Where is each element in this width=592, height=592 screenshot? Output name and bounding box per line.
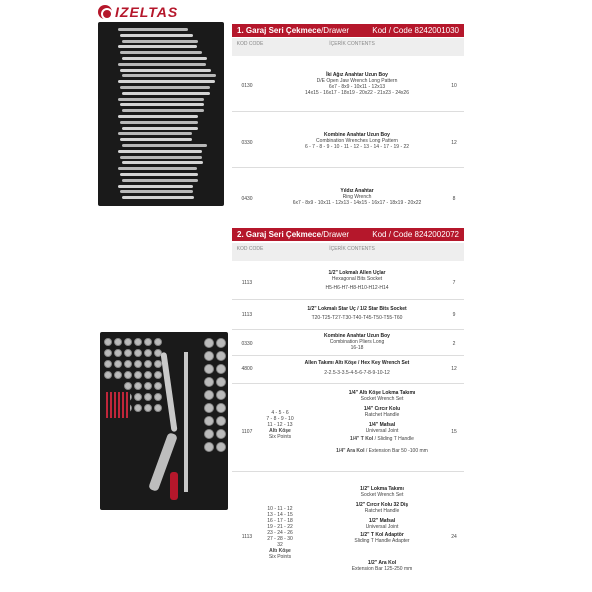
wrench-icon (120, 86, 210, 89)
wrench-icon (122, 40, 198, 43)
table-row: 4800 Allen Takımı Altı Köşe / Hex Key Wrench Set 2-2.5-3-3.5-4-5-6-7-8-9-10-12 12 (232, 356, 464, 384)
wrench-icon (118, 98, 204, 101)
table-row: 0330 Kombine Anahtar Uzun Boy Combination Pliers Long 16-18 2 (232, 330, 464, 356)
wrench-icon (120, 156, 202, 159)
wrench-icon (122, 161, 203, 164)
socket-icon (154, 371, 162, 379)
socket-icon (204, 442, 214, 452)
wrench-icon (120, 173, 198, 176)
wrench-icon (122, 57, 207, 60)
wrench-icon (122, 196, 194, 199)
wrench-icon (122, 92, 210, 95)
wrench-icon (118, 28, 188, 31)
handle-icon (170, 472, 178, 500)
socket-icon (134, 338, 142, 346)
table-row-set-1: 1107 4 - 5 - 6 7 - 8 - 9 - 10 11 - 12 - 13 Altı Köşe Six Points 1/4" Altı Köşe Lokma Takımı Socket Wrench Set 1/4" Cırcır Kolu Ratchet Handle 1/4" Mafsal Universal Joint 1/4" T Kol / Sliding T Handle 1/4" Ara Kol / Extension Bar 50 -100 mm 15 (232, 384, 464, 472)
wrench-icon (120, 121, 198, 124)
wrench-icon (120, 103, 204, 106)
table-row: 1113 1/2" Lokmalı Star Uç / 1/2 Star Bits Socket T20-T25-T27-T30-T40-T45-T50-T55-T60 9 (232, 300, 464, 330)
table-row: 1113 1/2" Lokmalı Allen Uçlar Hexagonal Bits Socket H5-H6-H7-H8-H10-H12-H14 7 (232, 264, 464, 300)
section-1-header: 1. Garaj Seri Çekmece/Drawer Kod / Code 8242001030 (232, 24, 464, 37)
socket-icon (144, 382, 152, 390)
socket-icon (114, 338, 122, 346)
table-row: 0330 Kombine Anahtar Uzun Boy Combination Wrenches Long Pattern 6 - 7 - 8 - 9 - 10 - 11 - 12 - 13 - 14 - 17 - 19 - 22 12 (232, 112, 464, 168)
wrench-icon (120, 34, 193, 37)
table-row-set-2: 1113 10 - 11 - 12 13 - 14 - 15 16 - 17 - 18 19 - 21 - 22 23 - 24 - 26 27 - 28 - 30 32 Altı Köşe Six Points 1/2" Lokma Takımı Socket Wrench Set 1/2" Cırcır Kolu 32 Diş Ratchet Handle 1/2" Mafsal Universal Joint 1/2" T Kol Adaptör Sliding T Handle Adapter 1/2" Ara Kol Extension Bar 125-250 mm 24 (241, 486, 457, 572)
wrench-icon (118, 115, 198, 118)
socket-icon (144, 360, 152, 368)
wrench-icon (120, 51, 202, 54)
socket-icon (124, 360, 132, 368)
socket-icon (134, 349, 142, 357)
wrench-icon (120, 138, 192, 141)
socket-icon (204, 351, 214, 361)
socket-icon (104, 338, 112, 346)
socket-icon (216, 403, 226, 413)
section-1-code: Kod / Code 8242001030 (372, 26, 459, 35)
socket-icon (204, 377, 214, 387)
socket-icon (204, 338, 214, 348)
socket-icon (104, 349, 112, 357)
socket-icon (144, 349, 152, 357)
socket-icon (204, 390, 214, 400)
extension-bar-icon (184, 352, 188, 492)
wrench-icon (118, 63, 206, 66)
socket-icon (134, 393, 142, 401)
socket-icon (124, 338, 132, 346)
socket-icon (204, 364, 214, 374)
wrench-icon (118, 150, 202, 153)
socket-icon (114, 371, 122, 379)
wrench-icon (120, 190, 193, 193)
wrench-icon (122, 109, 204, 112)
socket-icon (216, 442, 226, 452)
socket-icon (216, 390, 226, 400)
wrench-icon (122, 127, 198, 130)
socket-icon (114, 349, 122, 357)
socket-icon (154, 382, 162, 390)
section-2-code: Kod / Code 8242002072 (372, 230, 459, 239)
wrench-icon (122, 144, 207, 147)
wrench-icon (118, 167, 197, 170)
socket-icon (154, 338, 162, 346)
socket-icon (134, 382, 142, 390)
drawer-1-image (98, 22, 224, 206)
socket-icon (216, 429, 226, 439)
socket-icon (204, 403, 214, 413)
socket-icon (216, 338, 226, 348)
logo-mark-icon (98, 5, 112, 19)
wrench-icon (118, 132, 192, 135)
table-row: 0430 Yıldız Anahtar Ring Wrench 6x7 - 8x9 - 10x11 - 12x13 - 14x15 - 16x17 - 18x19 - 20x22 8 (241, 188, 456, 206)
socket-icon (124, 349, 132, 357)
set-1-sizes: 4 - 5 - 6 7 - 8 - 9 - 10 11 - 12 - 13 Altı Köşe Six Points (266, 410, 294, 440)
socket-icon (154, 393, 162, 401)
socket-icon (144, 404, 152, 412)
socket-icon (154, 404, 162, 412)
hex-key-set-icon (106, 392, 130, 418)
section-2-column-headers: KOD CODE İÇERİK CONTENTS (232, 243, 464, 261)
socket-icon (124, 382, 132, 390)
socket-icon (134, 404, 142, 412)
socket-icon (134, 360, 142, 368)
socket-icon (104, 360, 112, 368)
socket-icon (114, 360, 122, 368)
logo-text: IZELTAS (115, 4, 179, 20)
wrench-icon (118, 80, 215, 83)
socket-icon (134, 371, 142, 379)
wrench-icon (122, 74, 216, 77)
socket-icon (216, 351, 226, 361)
socket-icon (204, 416, 214, 426)
wrench-icon (122, 179, 198, 182)
set-2-sizes: 10 - 11 - 12 13 - 14 - 15 16 - 17 - 18 19 - 21 - 22 23 - 24 - 26 27 - 28 - 30 32 Altı Köşe Six Points (267, 506, 293, 560)
brand-logo (98, 4, 178, 20)
socket-icon (144, 338, 152, 346)
socket-icon (124, 371, 132, 379)
socket-icon (144, 371, 152, 379)
wrench-icon (118, 185, 193, 188)
table-row: 0130 İki Ağız Anahtar Uzun Boy D/E Open Jaw Wrench Long Pattern 6x7 - 8x9 - 10x11 - 12x13 14x15 - 16x17 - 18x19 - 20x22 - 21x23 - 24x26 10 (232, 62, 464, 112)
socket-icon (204, 429, 214, 439)
socket-icon (104, 371, 112, 379)
section-1-column-headers: KOD CODE İÇERİK CONTENTS (232, 38, 464, 56)
socket-icon (216, 377, 226, 387)
ratchet-icon (160, 352, 177, 432)
section-2-header: 2. Garaj Seri Çekmece/Drawer Kod / Code 8242002072 (232, 228, 464, 241)
wrench-icon (118, 45, 197, 48)
socket-icon (216, 416, 226, 426)
wrench-icon (120, 69, 211, 72)
drawer-2-image (100, 332, 228, 510)
socket-icon (144, 393, 152, 401)
socket-icon (216, 364, 226, 374)
